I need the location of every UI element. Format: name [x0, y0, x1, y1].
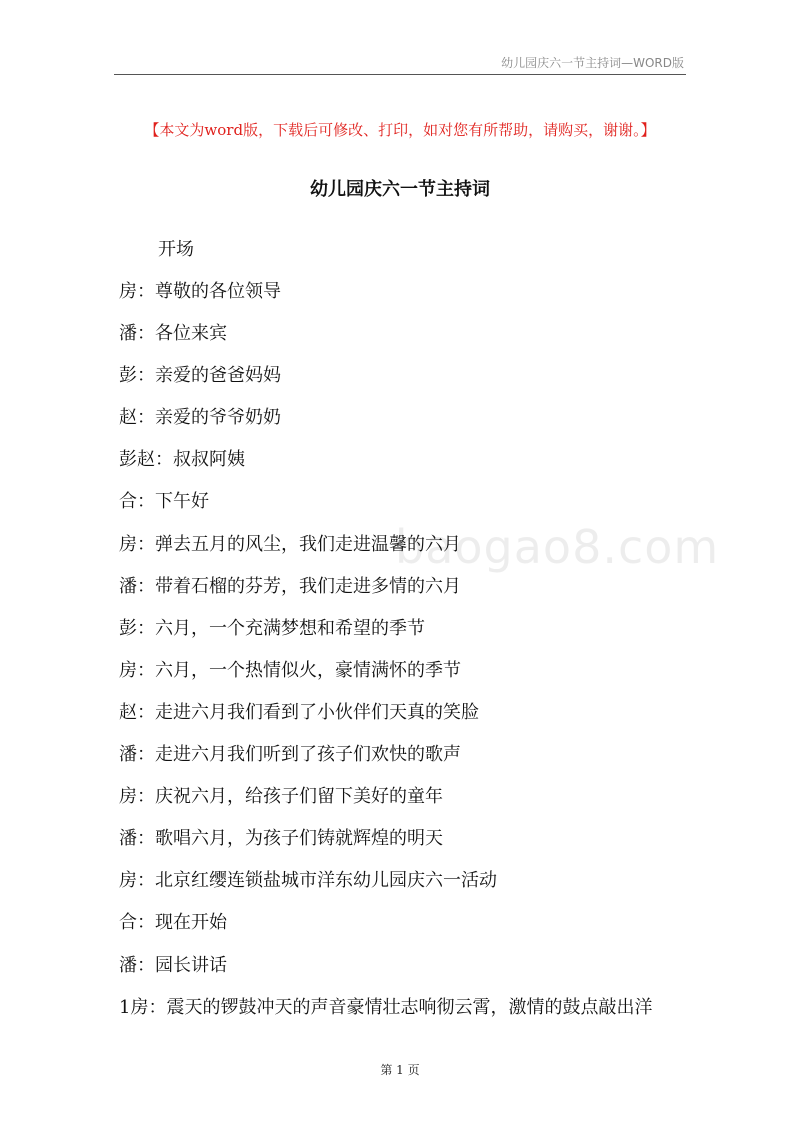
script-line: 潘：园长讲话: [119, 954, 227, 976]
script-line: 赵：走进六月我们看到了小伙伴们天真的笑脸: [119, 701, 479, 723]
watermark: baogao8.com: [395, 520, 720, 574]
script-line: 合：下午好: [119, 491, 209, 513]
script-line: 房：弹去五月的风尘，我们走进温馨的六月: [119, 533, 461, 555]
script-lines: [119, 280, 699, 1038]
script-line: 1房：震天的锣鼓冲天的声音豪情壮志响彻云霄，激情的鼓点敲出洋: [119, 996, 653, 1018]
script-line: 房：尊敬的各位领导: [119, 281, 281, 302]
script-line: 潘：歌唱六月，为孩子们铸就辉煌的明天: [119, 828, 443, 850]
header-divider: [114, 74, 686, 75]
script-line: 合：现在开始: [119, 912, 227, 934]
running-header: 幼儿园庆六一节主持词—WORD版: [501, 56, 684, 70]
document-title: 幼儿园庆六一节主持词: [310, 179, 490, 200]
section-heading: 开场: [158, 239, 194, 260]
script-line: 房：庆祝六月，给孩子们留下美好的童年: [119, 786, 443, 808]
script-line: 赵：亲爱的爷爷奶奶: [119, 407, 281, 429]
script-line: 彭赵：叔叔阿姨: [119, 449, 245, 471]
script-line: 潘：各位来宾: [119, 323, 227, 345]
script-line: 房：六月，一个热情似火，豪情满怀的季节: [119, 659, 461, 681]
script-line: 潘：带着石榴的芬芳，我们走进多情的六月: [119, 575, 461, 597]
script-line: 潘：走进六月我们听到了孩子们欢快的歌声: [119, 744, 461, 766]
purchase-notice: 【本文为word版，下载后可修改、打印，如对您有所帮助，请购买，谢谢。】: [144, 121, 656, 139]
script-line: 彭：六月，一个充满梦想和希望的季节: [119, 617, 425, 639]
script-line: 彭：亲爱的爸爸妈妈: [119, 365, 281, 387]
script-line: 房：北京红缨连锁盐城市洋东幼儿园庆六一活动: [119, 870, 497, 892]
page-number: 第 1 页: [380, 1063, 420, 1077]
